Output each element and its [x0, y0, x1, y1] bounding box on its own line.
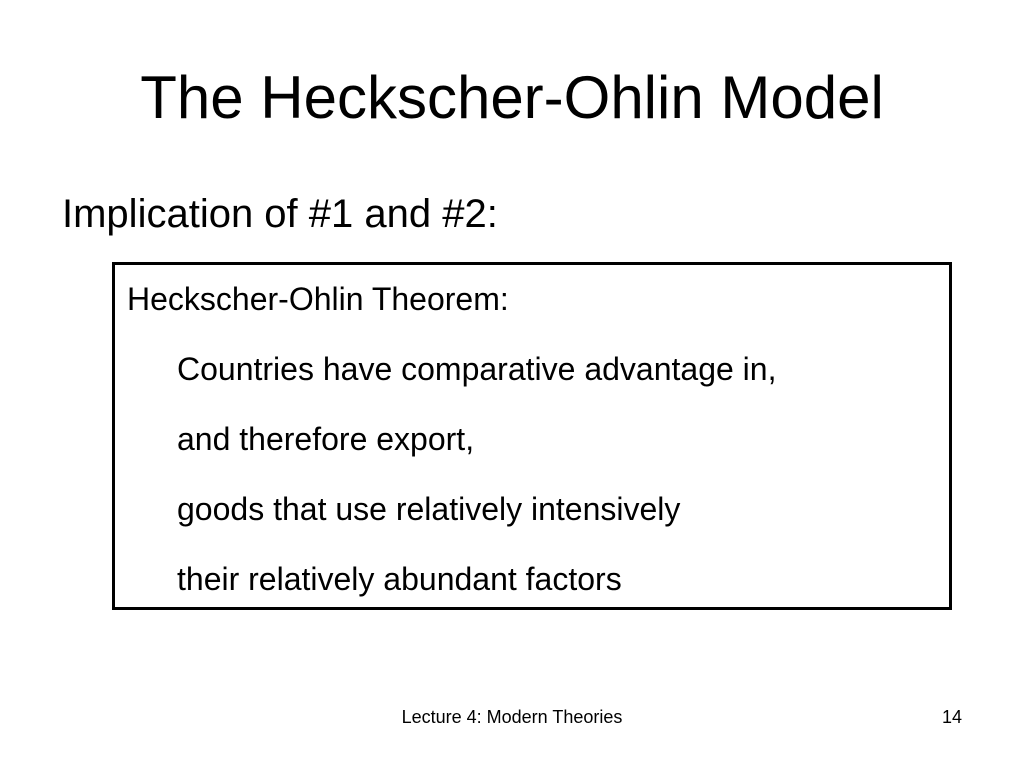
theorem-line	[177, 559, 776, 629]
theorem-line-text: and therefore export,	[177, 421, 475, 457]
theorem-lines	[177, 349, 776, 629]
theorem-heading: Heckscher-Ohlin Theorem:	[127, 281, 509, 317]
theorem-line	[177, 349, 776, 419]
slide-subtitle: Implication of #1 and #2:	[62, 192, 498, 236]
theorem-line-text: goods that use relatively intensively	[177, 491, 681, 527]
theorem-box	[112, 262, 952, 610]
theorem-line-text: Countries have comparative advantage in,	[177, 351, 777, 387]
footer-lecture-title: Lecture 4: Modern Theories	[401, 707, 623, 727]
theorem-line	[177, 419, 776, 489]
theorem-line	[177, 489, 776, 559]
slide-title: The Heckscher-Ohlin Model	[140, 64, 884, 131]
theorem-line-text: their relatively abundant factors	[177, 561, 622, 597]
footer-page-number: 14	[941, 707, 962, 727]
